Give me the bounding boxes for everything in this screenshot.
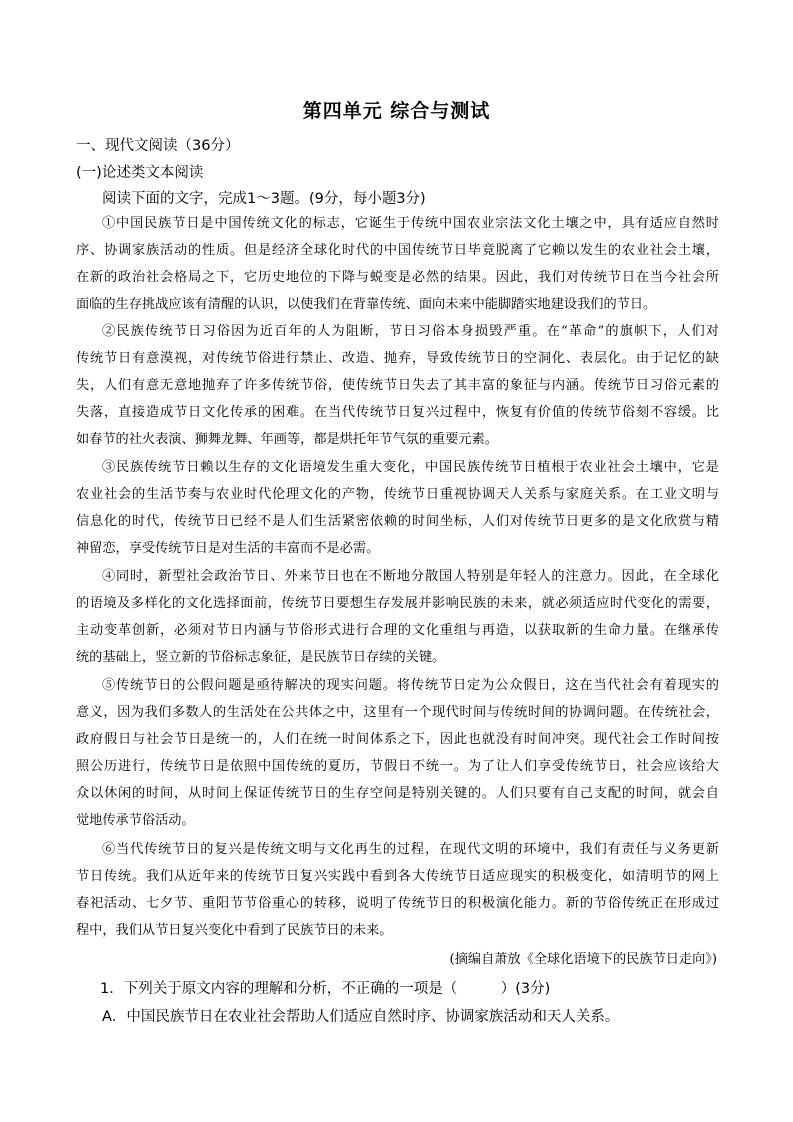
- paragraph-6-line: 春祀活动、七夕节、重阳节节俗重心的转移，说明了传统节日的积极演化能力。新的节俗传统正在形成过: [76, 896, 719, 911]
- paragraph-3-line: 神留恋，享受传统节日是对生活的丰富而不是必需。: [76, 541, 380, 556]
- paragraph-4-line: 统的基础上，竖立新的节俗标志象征，是民族节日存续的关键。: [76, 650, 446, 665]
- paragraph-5-line: 众以休闲的时间，从时间上保证传统节日的生存空间是特别关键的。人们只要有自己支配的时间，就会自: [76, 786, 719, 801]
- paragraph-3-line: 农业社会的生活节奏与农业时代伦理文化的产物，传统节日重视协调天人关系与家庭关系。在工业文明与: [76, 487, 719, 502]
- paragraph-6-line: ⑥当代传统节日的复兴是传统文明与文化再生的过程，在现代文明的环境中，我们有责任与义务更新: [102, 842, 719, 857]
- paragraph-3-line: 信息化的时代，传统节日已经不是人们生活紧密依赖的时间坐标，人们对传统节日更多的是文化欣赏与精: [76, 514, 719, 529]
- paragraph-4-line: 主动变革创新，必须对节日内涵与节俗形式进行合理的文化重组与再造，以获取新的生命力量。在继承传: [76, 623, 719, 638]
- paragraph-2-line: 失落，直接造成节日文化传承的困难。在当代传统节日复兴过程中，恢复有价值的传统节俗刻不容缓。比: [76, 405, 719, 420]
- paragraph-5-line: ⑤传统节日的公假问题是亟待解决的现实问题。将传统节日定为公众假日，这在当代社会有着现实的: [102, 678, 719, 693]
- paragraph-2-line: ②民族传统节日习俗因为近百年的人为阻断，节日习俗本身损毁严重。在“革命”的旗帜下，人们对: [102, 324, 719, 339]
- paragraph-1-line: 在新的政治社会格局之下，它历史地位的下降与蜕变是必然的结果。因此，我们对传统节日在当今社会所: [76, 270, 719, 285]
- paragraph-3-line: ③民族传统节日赖以生存的文化语境发生重大变化，中国民族传统节日植根于农业社会土壤中，它是: [102, 460, 719, 475]
- paragraph-4-line: 的语境及多样化的文化选择面前，传统节日要想生存发展并影响民族的未来，就必须适应时代变化的需要，: [76, 596, 719, 611]
- paragraph-1-line: ①中国民族节日是中国传统文化的标志，它诞生于传统中国农业宗法文化土壤之中，具有适应自然时: [102, 216, 719, 231]
- paragraph-2-line: 如春节的社火表演、狮舞龙舞、年画等，都是烘托年节气氛的重要元素。: [76, 432, 498, 447]
- paragraph-5-line: 意义，因为我们多数人的生活处在公共体之中，这里有一个现代时间与传统时间的协调问题。在传统社会，: [76, 705, 719, 720]
- paragraph-1-line: 面临的生存挑战应该有清醒的认识，以使我们在背靠传统、面向未来中能脚踏实地建设我们的节日。: [76, 297, 657, 312]
- source-citation: (摘编自萧放《全球化语境下的民族节日走向》): [449, 952, 717, 967]
- paragraph-6-line: 节日传统。我们从近年来的传统节日复兴实践中看到各大传统节日适应现实的积极变化，如清明节的网上: [76, 869, 719, 884]
- question-1-option-a: A．中国民族节日在农业社会帮助人们适应自然时序、协调家族活动和天人关系。: [102, 1009, 620, 1025]
- page-title: 第四单元 综合与测试: [302, 100, 491, 122]
- paragraph-4-line: ④同时，新型社会政治节日、外来节日也在不断地分散国人特别是年轻人的注意力。因此，在全球化: [102, 569, 719, 584]
- paragraph-5-line: 政府假日与社会节日是统一的，人们在统一时间体系之下，因此也就没有时间冲突。现代社会工作时间按: [76, 732, 719, 747]
- section-heading: 一、现代文阅读（36分）: [76, 138, 240, 154]
- paragraph-6-line: 程中，我们从节日复兴变化中看到了民族节日的未来。: [76, 923, 393, 938]
- paragraph-2-line: 失，人们有意无意地抛弃了许多传统节俗，使传统节日失去了其丰富的象征与内涵。传统节日习俗元素的: [76, 378, 719, 393]
- paragraph-5-line: 照公历进行，传统节日是依照中国传统的夏历，节假日不统一。为了让人们享受传统节日，社会应该给大: [76, 759, 719, 774]
- reading-instruction: 阅读下面的文字，完成1～3题。(9分，每小题3分): [102, 191, 426, 207]
- paragraph-5-line: 觉地传承节俗活动。: [76, 813, 195, 828]
- paragraph-2-line: 传统节日有意漠视，对传统节俗进行禁止、改造、抛弃，导致传统节日的空洞化、表层化。由于记忆的缺: [76, 351, 719, 366]
- subsection-heading: (一)论述类文本阅读: [76, 165, 204, 181]
- paragraph-1-line: 序、协调家族活动的性质。但是经济全球化时代的中国传统节日毕竟脱离了它赖以发生的农业社会土壤，: [76, 243, 719, 258]
- question-1: 1．下列关于原文内容的理解和分析，不正确的一项是（ ）(3分): [100, 981, 551, 997]
